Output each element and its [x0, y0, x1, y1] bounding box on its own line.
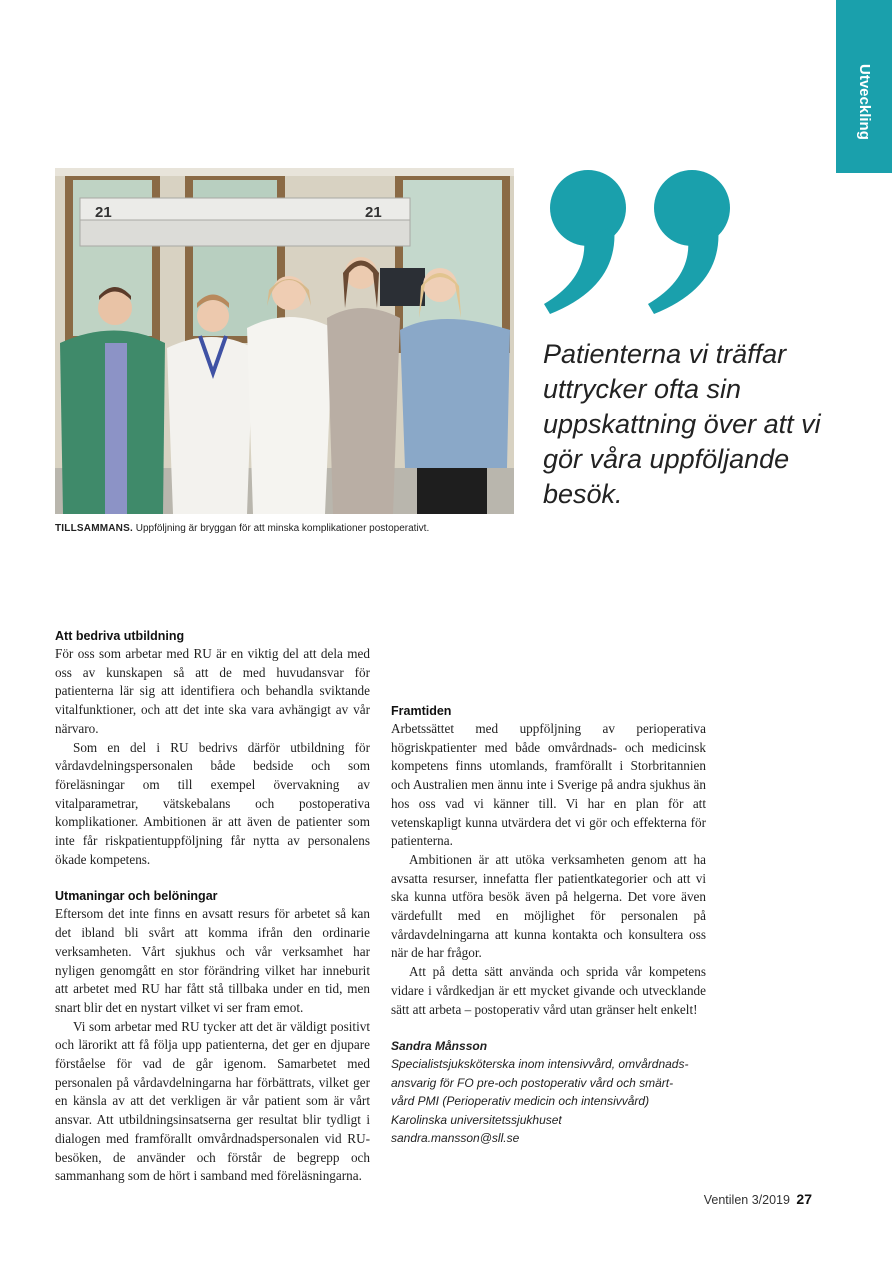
page-number: 27 [796, 1191, 812, 1207]
publication-name: Ventilen 3/2019 [703, 1193, 790, 1207]
section-tab-label: Utveckling [856, 64, 873, 140]
heading-framtiden: Framtiden [391, 704, 452, 718]
caption-text: Uppföljning är bryggan för att minska komplikationer postoperativt. [135, 523, 430, 534]
paragraph: Att på detta sätt använda och sprida vår kompetens vidare i vårdkedjan är ett mycket givande och utvecklande sätt att arbeta – postoperativ vård utan gränser helt enkelt! [391, 964, 706, 1017]
heading-utmaningar: Utmaningar och belöningar [55, 889, 218, 904]
paragraph: Som en del i RU bedrivs därför utbildning för vårdavdelningspersonalen både bedside och som föreläsningar om till exempel övervakning av vitalparametrar, vätskebalans och postoperativa komplikationer. Ambitionen är att även de patienter som inte får riskpatientuppföljning får nytta av personalens ökade kompetens. [55, 739, 370, 867]
author-title: Specialistsjuksköterska inom intensivvård, omvårdnads- [391, 1057, 689, 1072]
paragraph: Arbetssättet med uppföljning av perioperativa högriskpatienter med både omvårdnads- och medicinsk kompetens finns utomlands, framförallt i Storbritannien och Australien men ännu inte i Sverige på andra sjukhus än hos oss vad vi känner till. Vi har en plan för att vetenskapligt kunna utvärdera det vi gör och effekterna för patienterna. [391, 721, 706, 849]
team-photo [55, 168, 514, 514]
author-name: Sandra Månsson [391, 1039, 488, 1054]
quote-mark-icon [540, 166, 740, 326]
photo-caption [55, 523, 525, 534]
page-footer [704, 1191, 812, 1207]
room-number-left: 21 [95, 204, 112, 221]
column-left [55, 627, 370, 1186]
paragraph: Vi som arbetar med RU tycker att det är väldigt positivt och lärorikt att få följa upp patienterna, det ger en djupare förståelse för vad de går igenom. Samarbetet med personalen på vårdavdelningarna har förbättrats, vilket ger en känsla av att det verkligen är vår patient som är vårt ansvar. Att utbildningsinsatserna ger resultat blir tydligt i dialogen med framförallt omvårdnadspersonalen vid RU-besöken, de använder och förstår de begrepp och sammanhang som de hört i samband med föreläsningarna. [55, 1018, 370, 1184]
heading-utbildning: Att bedriva utbildning [55, 629, 185, 643]
caption-lead: TILLSAMMANS. [55, 523, 133, 534]
team-photo-illustration [55, 168, 514, 514]
column-right-content [391, 702, 706, 1148]
paragraph: För oss som arbetar med RU är en viktig del att dela med oss av kunskapen så att de med huvudansvar för patienterna lär sig att identifiera och behandla sviktande vitalfunktioner, och att det inte ska vara avhängigt av vår närvaro. [55, 646, 370, 736]
author-title: vård PMI (Perioperativ medicin och intensivvård) [391, 1094, 650, 1109]
author-email[interactable]: sandra.mansson@sll.se [391, 1131, 520, 1146]
author-affiliation: Karolinska universitetssjukhuset [391, 1112, 562, 1127]
author-title: ansvarig för FO pre-och postoperativ vård och smärt- [391, 1075, 674, 1090]
room-number-right: 21 [365, 204, 382, 221]
pull-quote: Patienterna vi träffar uttrycker ofta sin uppskattning över att vi gör våra uppföljande besök. [543, 339, 821, 509]
paragraph: Ambitionen är att utöka verksamheten genom att ha avsatta resurser, innefatta fler patientkategorier och att vi ska kunna utföra besök även på helgerna. Det vore även värdefullt med en möjlighet för personalen på vårdavdelningarna att kunna kontakta och konsultera oss när de har frågor. [391, 851, 706, 961]
paragraph: Eftersom det inte finns en avsatt resurs för arbetet så kan det ibland bli svårt att komma ifrån den ordinarie verksamheten. Vårt sjukhus och vår verksamhet har nyligen genomgått en stor förändring vilket har inneburit att arbetet med RU har fått stå tillbaka under en tid, men snart blir det en nystart vilket vi ser fram emot. [55, 906, 370, 1015]
